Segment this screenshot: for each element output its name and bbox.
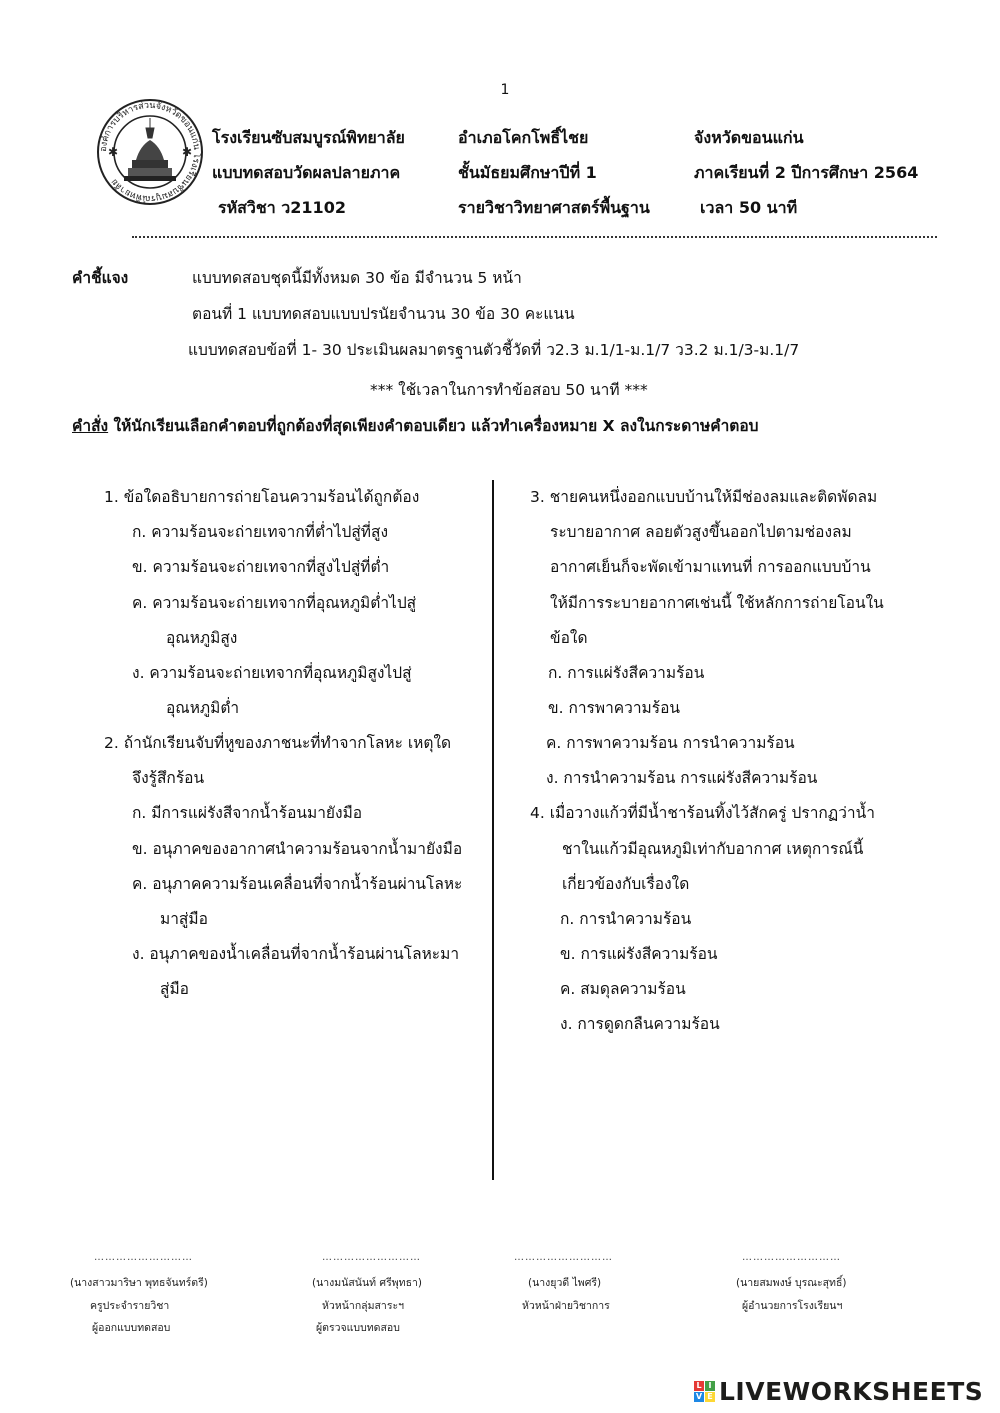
signature-role-1: ครูประจำรายวิชา	[90, 1300, 170, 1312]
liveworksheets-icon: L I V E	[694, 1381, 715, 1402]
q2-text-cont: จึงรู้สึกร้อน	[132, 769, 205, 787]
command-text: ให้นักเรียนเลือกคำตอบที่ถูกต้องที่สุดเพียงคำตอบเดียว แล้วทำเครื่องหมาย X ลงในกระดาษคำตอบ	[108, 417, 759, 435]
signature-line-2: ………………………	[322, 1252, 421, 1263]
q1-choice-d-cont: อุณหภูมิต่ำ	[166, 699, 240, 717]
column-divider	[492, 480, 494, 1180]
command-line	[72, 413, 759, 438]
q4-choice-a: ก. การนำความร้อน	[560, 910, 692, 928]
instructions-line-3: แบบทดสอบข้อที่ 1- 30 ประเมินผลมาตรฐานตัวชี้วัดที่ ว2.3 ม.1/1-ม.1/7 ว3.2 ม.1/3-ม.1/7	[188, 341, 800, 359]
time-note: *** ใช้เวลาในการทำข้อสอบ 50 นาที ***	[370, 381, 648, 399]
header-divider	[132, 236, 937, 238]
q2-choice-c-cont: มาสู่มือ	[160, 910, 208, 928]
signature-name-4: (นายสมพงษ์ บุรณะสุทธิ์)	[736, 1277, 847, 1289]
instructions-label: คำชี้แจง	[72, 269, 129, 287]
signature-name-3: (นางยุวดี ไพศรี)	[528, 1277, 602, 1289]
q3-text-3: อากาศเย็นก็จะพัดเข้ามาแทนที่ การออกแบบบ้าน	[550, 558, 871, 576]
logo-ring-text: องค์การบริหารส่วนจังหวัดขอนแก่น โรงเรียนซับสมบูรณ์พิทยาลัย	[98, 100, 202, 204]
instructions-line-1: แบบทดสอบชุดนี้มีทั้งหมด 30 ข้อ มีจำนวน 5 หน้า	[192, 269, 522, 287]
svg-text:✱: ✱	[108, 145, 119, 159]
school-name: โรงเรียนซับสมบูรณ์พิทยาลัย	[212, 128, 405, 147]
signature-role-2: หัวหน้ากลุ่มสาระฯ	[322, 1300, 405, 1312]
svg-text:✱: ✱	[182, 145, 193, 159]
district: อำเภอโคกโพธิ์ไชย	[458, 128, 589, 147]
signature-role-2b: ผู้ตรวจแบบทดสอบ	[316, 1322, 400, 1334]
q2-choice-d-cont: สู่มือ	[160, 980, 189, 998]
q2-choice-b: ข. อนุภาคของอากาศนำความร้อนจากน้ำมายังมือ	[132, 840, 463, 858]
q3-choice-d: ง. การนำความร้อน การแผ่รังสีความร้อน	[546, 769, 818, 787]
q2-choice-a: ก. มีการแผ่รังสีจากน้ำร้อนมายังมือ	[132, 804, 363, 822]
q2-choice-d: ง. อนุภาคของน้ำเคลื่อนที่จากน้ำร้อนผ่านโลหะมา	[132, 945, 460, 963]
q1-choice-a: ก. ความร้อนจะถ่ายเทจากที่ต่ำไปสู่ที่สูง	[132, 523, 389, 541]
page-number: 1	[500, 82, 510, 98]
school-logo	[96, 98, 204, 206]
signature-line-3: ………………………	[514, 1252, 613, 1263]
signature-line-4: ………………………	[742, 1252, 841, 1263]
q3-text-2: ระบายอากาศ ลอยตัวสูงขึ้นออกไปตามช่องลม	[550, 523, 852, 541]
command-label: คำสั่ง	[72, 417, 109, 435]
q3-text-4: ให้มีการระบายอากาศเช่นนี้ ใช้หลักการถ่ายโอนใน	[550, 594, 884, 612]
q2-choice-c: ค. อนุภาคความร้อนเคลื่อนที่จากน้ำร้อนผ่านโลหะ	[132, 875, 463, 893]
q3-choice-a: ก. การแผ่รังสีความร้อน	[548, 664, 705, 682]
exam-type: แบบทดสอบวัดผลปลายภาค	[212, 163, 401, 182]
instructions-line-2: ตอนที่ 1 แบบทดสอบแบบปรนัยจำนวน 30 ข้อ 30 คะแนน	[192, 305, 575, 323]
signature-role-3: หัวหน้าฝ่ายวิชาการ	[522, 1300, 610, 1312]
exam-duration: เวลา 50 นาที	[700, 198, 798, 217]
q3-choice-c: ค. การพาความร้อน การนำความร้อน	[546, 734, 795, 752]
q3-text-5: ข้อใด	[550, 629, 588, 647]
q4-text-3: เกี่ยวข้องกับเรื่องใด	[562, 875, 690, 893]
q1-choice-d: ง. ความร้อนจะถ่ายเทจากที่อุณหภูมิสูงไปสู่	[132, 664, 412, 682]
q4-choice-c: ค. สมดุลความร้อน	[560, 980, 686, 998]
semester: ภาคเรียนที่ 2 ปีการศึกษา 2564	[694, 163, 919, 182]
signature-role-4: ผู้อำนวยการโรงเรียนฯ	[742, 1300, 843, 1312]
q1-text: 1. ข้อใดอธิบายการถ่ายโอนความร้อนได้ถูกต้อง	[104, 488, 420, 506]
q4-text: 4. เมื่อวางแก้วที่มีน้ำชาร้อนทิ้งไว้สักครู่ ปรากฏว่าน้ำ	[530, 804, 875, 822]
q4-text-2: ชาในแก้วมีอุณหภูมิเท่ากับอากาศ เหตุการณ์นี้	[562, 840, 864, 858]
q4-choice-b: ข. การแผ่รังสีความร้อน	[560, 945, 718, 963]
q1-choice-c: ค. ความร้อนจะถ่ายเทจากที่อุณหภูมิต่ำไปสู่	[132, 594, 417, 612]
q4-choice-d: ง. การดูดกลืนความร้อน	[560, 1015, 720, 1033]
signature-name-1: (นางสาวมาริษา พุทธจันทร์ตรี)	[70, 1277, 208, 1289]
q1-choice-b: ข. ความร้อนจะถ่ายเทจากที่สูงไปสู่ที่ต่ำ	[132, 558, 390, 576]
grade-level: ชั้นมัธยมศึกษาปีที่ 1	[458, 163, 597, 182]
q3-choice-b: ข. การพาความร้อน	[548, 699, 681, 717]
liveworksheets-text: LIVEWORKSHEETS	[719, 1376, 984, 1406]
course-name: รายวิชาวิทยาศาสตร์พื้นฐาน	[458, 198, 650, 217]
province: จังหวัดขอนแก่น	[694, 128, 804, 147]
signature-role-1b: ผู้ออกแบบทดสอบ	[92, 1322, 171, 1334]
q2-text: 2. ถ้านักเรียนจับที่หูของภาชนะที่ทำจากโลหะ เหตุใด	[104, 734, 452, 752]
q1-choice-c-cont: อุณหภูมิสูง	[166, 629, 238, 647]
signature-name-2: (นางมนัสนันท์ ศรีพุทธา)	[312, 1277, 422, 1289]
q3-text: 3. ชายคนหนึ่งออกแบบบ้านให้มีช่องลมและติดพัดลม	[530, 488, 878, 506]
course-code: รหัสวิชา ว21102	[218, 198, 346, 217]
liveworksheets-logo[interactable]	[694, 1376, 983, 1406]
signature-line-1: ………………………	[94, 1252, 193, 1263]
